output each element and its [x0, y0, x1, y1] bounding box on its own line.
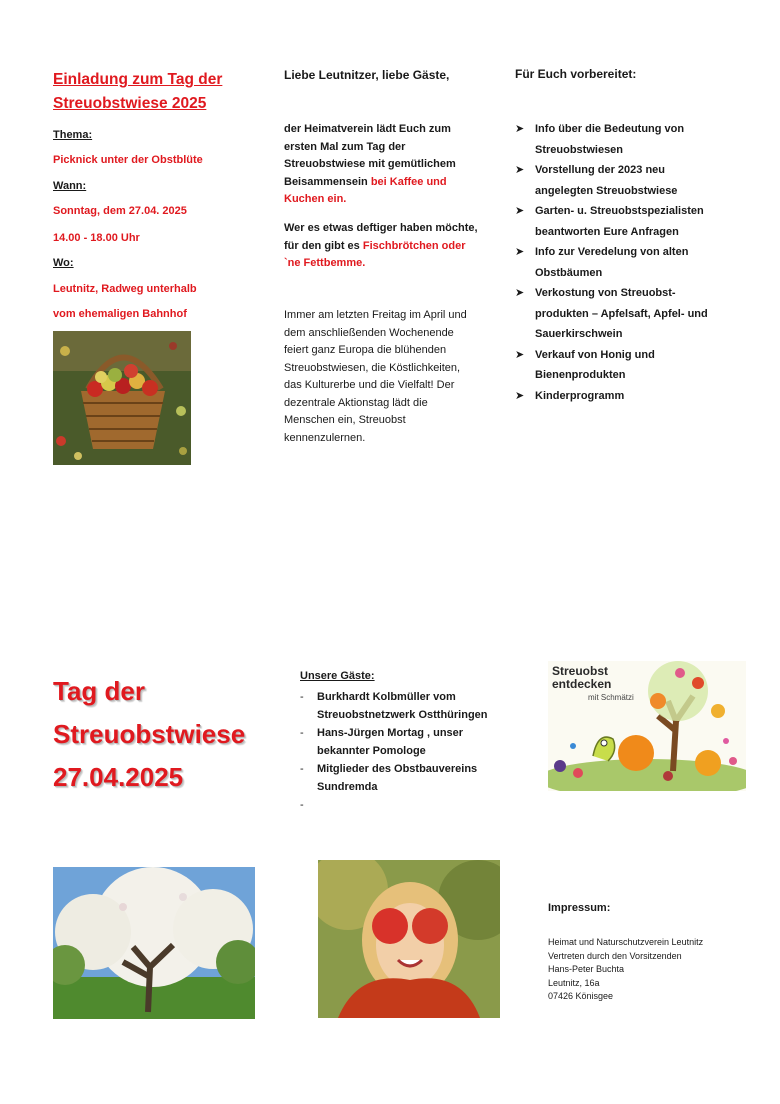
guests-section: Unsere Gäste: - Burkhardt Kolbmüller vom Streuobstnetzwerk Ostthüringen - Hans-Jürgen Mortag , unser bekannter Pomologe - Mitglieder des Obstbauvereins Sundremda -: [300, 670, 500, 796]
list-item: ➤ Vorstellung der 2023 neu angelegten Streuobstwiese: [515, 160, 720, 201]
salutation: Liebe Leutnitzer, liebe Gäste,: [284, 68, 450, 82]
arrow-bullet-icon: ➤: [515, 348, 525, 361]
theme-label: Thema:: [53, 129, 93, 141]
where-label: Wo:: [53, 257, 74, 269]
where-line-2: vom ehemaligen Bahnhof: [53, 308, 187, 320]
list-item: ➤ Info zur Veredelung von alten Obstbäumen: [515, 242, 720, 283]
impressum-details: Heimat und Naturschutzverein Leutnitz Vertreten durch den Vorsitzenden Hans-Peter Buchta Leutnitz, 16a 07426 Könisgee: [548, 937, 704, 1001]
list-item: - Mitglieder des Obstbauvereins Sundremda: [300, 763, 478, 793]
theme-value: Picknick unter der Obstblüte: [53, 154, 203, 166]
list-item: ➤ Verkauf von Honig und Bienenprodukten: [515, 345, 720, 386]
child-with-apples-image: [318, 860, 500, 1018]
when-date: Sonntag, dem 27.04. 2025: [53, 205, 187, 217]
list-item: ➤ Garten- u. Streuobstspezialisten beantworten Eure Anfragen: [515, 201, 720, 242]
list-item: ➤ Info über die Bedeutung von Streuobstwiesen: [515, 119, 720, 160]
logo-subtitle: mit Schmätzi: [588, 693, 634, 702]
when-time: 14.00 - 18.00 Uhr: [53, 232, 140, 244]
invitation-heading: Einladung zum Tag der Streuobstwiese 2025: [53, 71, 223, 112]
arrow-bullet-icon: ➤: [515, 389, 525, 402]
cover-title: Tag der Streuobstwiese 27.04.2025: [53, 676, 246, 792]
arrow-bullet-icon: ➤: [515, 246, 525, 258]
action-day-paragraph: Immer am letzten Freitag im April und dem anschließenden Wochenende feiert ganz Europa die blühenden Streuobstwiesen, die Köstlichkeiten, das Kulturerbe und die Vielfalt! Der dezentrale Aktionstag lädt die Menschen ein, Streuobst kennenzulernen.: [284, 309, 467, 444]
streuobst-logo-image: [548, 661, 746, 791]
blossom-tree-image: [53, 867, 255, 1019]
food-paragraph: Wer es etwas deftiger haben möchte, für den gibt es Fischbrötchen oder `ne Fettbemme.: [284, 222, 478, 269]
list-item: - Burkhardt Kolbmüller vom Streuobstnetzwerk Ostthüringen: [300, 691, 488, 721]
prepared-heading: Für Euch vorbereitet:: [515, 67, 637, 81]
list-item: ➤ Verkostung von Streuobst-produkten – Apfelsaft, Apfel- und Sauerkirschwein: [515, 283, 720, 345]
list-item: ➤ Kinderprogramm: [515, 386, 720, 407]
arrow-bullet-icon: ➤: [515, 123, 525, 135]
impressum-heading: Impressum:: [548, 902, 611, 914]
where-line-1: Leutnitz, Radweg unterhalb: [53, 283, 197, 295]
logo-title: Streuobst entdecken: [552, 664, 612, 691]
arrow-bullet-icon: ➤: [515, 205, 525, 217]
apple-basket-image: [53, 331, 191, 465]
arrow-bullet-icon: ➤: [515, 287, 525, 299]
guests-heading: Unsere Gäste:: [300, 670, 375, 682]
when-label: Wann:: [53, 180, 87, 192]
list-item: - Hans-Jürgen Mortag , unser bekannter Pomologe: [300, 727, 464, 757]
arrow-bullet-icon: ➤: [515, 164, 525, 176]
invitation-paragraph: der Heimatverein lädt Euch zum ersten Mal zum Tag der Streuobstwiese mit gemütlichem Beisammensein bei Kaffee und Kuchen ein.: [284, 123, 456, 205]
prepared-list: [515, 119, 720, 406]
